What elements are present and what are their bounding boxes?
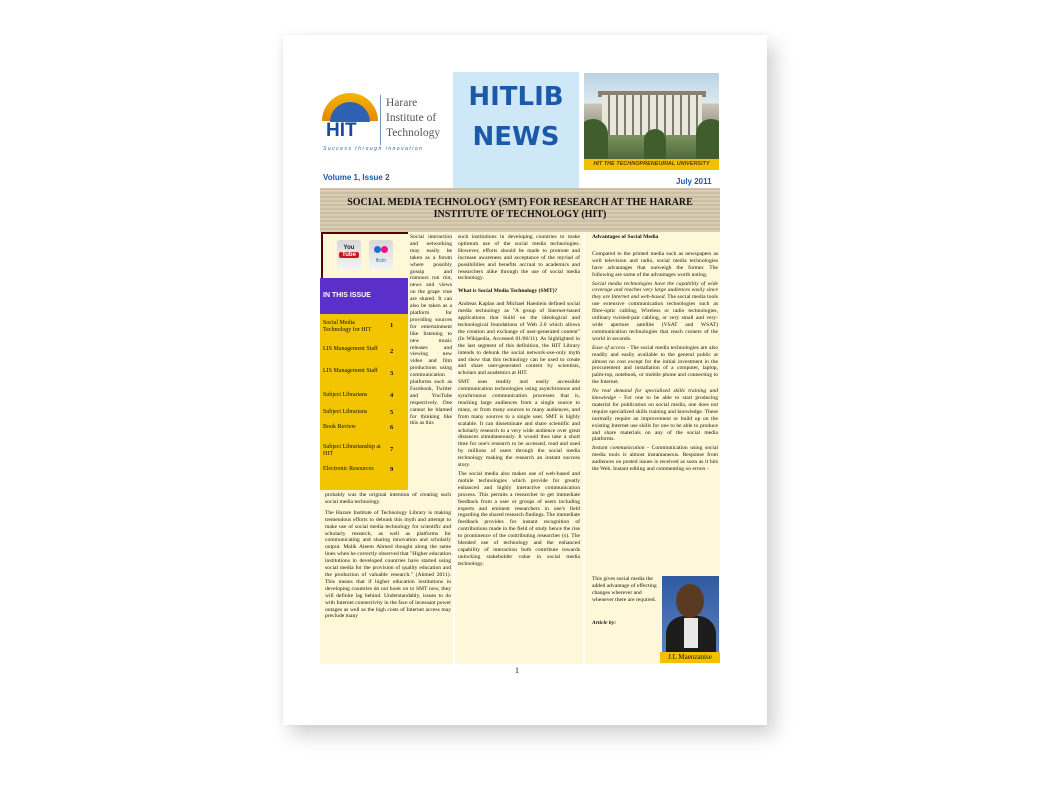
photo-tree-center xyxy=(644,129,666,159)
hit-logo xyxy=(320,90,450,155)
toc-page: 3 xyxy=(390,370,394,377)
headline-line-2: INSTITUTE OF TECHNOLOGY (HIT) xyxy=(433,209,607,220)
campus-photo xyxy=(584,73,719,159)
masthead xyxy=(453,72,579,190)
col3-p3-rest: - The social media technologies are also readily and easily available to the general public at almost no cost except for the initial investment in the procurement and installation of a computer, laptop, palm-top, notebook, or mobile phone and connecting to the Internet. xyxy=(592,344,718,386)
col1-narrow-text: Social interaction and networking may easily be taken as a forum where possibly gossip and rumours run riot, news and views on the grape vine are shared. It can also be taken as a platform for providing sources for entertainment like listening to new music releases and viewing new video and film productions using communication platforms such as Facebook, Twitter and YouTube respectively. One cannot be blamed for thinking like this as this xyxy=(410,234,452,427)
portrait-shirt xyxy=(684,618,698,648)
logo-divider xyxy=(380,95,381,145)
toc-label: LIS Management Staff xyxy=(323,368,378,374)
youtube-tube: Tube xyxy=(339,252,359,258)
col1-paragraph-2: The Harare Institute of Technology Library is making tremendous efforts to debunk this myth and attempt to make use of social media technology for scientific and scholarly research, as well as platforms for communicating and sharing innovation and scholarly output. Malik Aleem Ahmed thought along the same lines when he correctly observed that "Higher education institutions in developed countries have started using social media for the provision of quality education and the production of valuable research." (Ahmed 2011). This means that if higher education institutions in developing countries do not hook on to SMT now, they will definite lag behind. Understandably, issues to do with Internet connectivity in the face of incessant power outages as well as the high costs of Internet access may preclude many xyxy=(325,509,451,620)
col3-closing: This gives social media the added advantage of effecting changes wherever and whenever there are required. xyxy=(592,576,657,603)
col2-heading: What is Social Media Technology (SMT)? xyxy=(458,288,558,295)
logo-name-line-3: Technology xyxy=(386,127,441,139)
col3-paragraph-4 xyxy=(592,388,718,443)
col3-p5-rest: - Communication using social media tools is almost instantaneous. Response from audiences on posted issues is received as soon as it hits the Web. Instant editing and commenting on errors - xyxy=(592,445,718,473)
col3-p4-italic: No real demand for specialised skills training and knowledge xyxy=(592,388,718,402)
toc-label: Book Review xyxy=(323,424,356,430)
toc-page: 4 xyxy=(390,392,394,399)
youtube-icon xyxy=(337,240,361,270)
col3-paragraph-5 xyxy=(592,445,718,473)
col2-paragraph-4: The social media also makes use of web-based and mobile technologies which provide for greatly enhanced and highly interactive communication process. This permits a researcher to get immediate feedback from a user or groups of users including experts and eminent researchers in one's field regarding the shared research findings. The immediate feedback provides for instant recognition of contributions made in the field of study hence the rise to prominence of the contributing researcher (s). The blended use of technology and the enhanced capability of interaction both contribute towards unlocking stakeholder value in social media technology. xyxy=(458,471,580,567)
col3-paragraph-3 xyxy=(592,345,718,386)
page-number: 1 xyxy=(515,666,519,675)
col3-heading: Advantages of Social Media xyxy=(592,234,659,240)
headline-bar xyxy=(320,188,720,232)
logo-name xyxy=(386,96,440,141)
author-portrait xyxy=(662,576,719,652)
toc-page: 9 xyxy=(390,466,394,473)
photo-tree-right xyxy=(696,119,719,159)
youtube-you: You xyxy=(343,245,355,251)
col1-lower xyxy=(325,492,451,662)
toc-page: 2 xyxy=(390,348,394,355)
table-of-contents xyxy=(320,314,408,490)
article-by: Article by: xyxy=(592,620,617,626)
flickr-wordmark: flickr xyxy=(375,258,387,264)
photo-tree-left xyxy=(584,119,608,159)
social-icons-box xyxy=(321,232,411,280)
col2-paragraph-3: SMT uses readily and easily accessible communication technologies using asynchronous and synchronous communication processes that is, reaching large audiences from a single source to many, or from many sources to many audiences, and from many sources to a single user. SMT is highly scalable. It can disseminate and share scientific and scholarly research to a very wide audience over great distances simultaneously. It would thus take a short time for one's research to be accessed, read and used by millions of users through the social media technology making the research an instant success story. xyxy=(458,379,580,469)
logo-mark: HIT xyxy=(326,120,357,141)
toc-label: Subject Librarianship at HIT xyxy=(323,444,381,457)
toc-label: Electronic Resources xyxy=(323,466,374,472)
col3-p2-italic: Social media technologies have the capability of wide coverage and reaches very large audiences easily since they are Internet and web-based. xyxy=(592,280,718,301)
toc-label: Social Media Technology for HIT xyxy=(323,320,372,333)
col3-paragraph-2 xyxy=(592,281,718,343)
col1-continuation: probably was the original intention of creating such social media technology. xyxy=(325,492,451,505)
portrait-head xyxy=(676,584,704,618)
flickr-icon xyxy=(369,240,393,270)
toc-label: LIS Management Staff xyxy=(323,346,378,352)
logo-name-line-2: Institute of xyxy=(386,112,437,124)
in-this-issue-label: IN THIS ISSUE xyxy=(323,292,371,299)
toc-label: Subject Librarians xyxy=(323,392,368,398)
flickr-pink-dot xyxy=(381,246,388,253)
logo-tagline: Success through innovation xyxy=(323,146,424,152)
masthead-line-1: HITLIB xyxy=(468,82,564,112)
col2-paragraph-1: such institutions in developing countries to make optimum use of the social media technologies. However, efforts should be made to promote and increase awareness and acceptance of the myriad of possibilities and benefits accrual to academics and researchers alike through the use of social media technology. xyxy=(458,234,580,282)
masthead-line-2: NEWS xyxy=(472,122,560,152)
col3-p3-italic: Ease of access xyxy=(592,344,626,351)
col3-p4-rest: - For one to be able to start producing material for publication on social media, one does not require specialized skills training and knowledge. These normally require an improvement or build up on the existing Internet use skills for one to be able to produce and share materials on any of the social media platforms. xyxy=(592,395,718,443)
toc-page: 7 xyxy=(390,446,394,453)
photo-caption: HIT THE TECHNOPRENEURIAL UNIVERSITY xyxy=(584,159,719,170)
col3-p2-rest: The social media tools use extensive communication technologies such as fibre-optic cabling, Wireless or radio technologies, ordinary twisted-pair cabling, or very small and very-wide aperture satellite (VSAT and WSAT) communication technologies that reach corners of the world in seconds. xyxy=(592,294,718,342)
col2-text xyxy=(458,234,580,660)
toc-page: 1 xyxy=(390,322,394,329)
author-name: J.L Maenzanise xyxy=(660,652,720,663)
volume-issue: Volume 1, Issue 2 xyxy=(323,173,390,182)
toc-label: Subject Librarians xyxy=(323,409,368,415)
logo-name-line-1: Harare xyxy=(386,97,418,109)
col2-paragraph-2: Andreas Kaplan and Michael Haenlein defined social media technology as "A group of Internet-based applications that build on the ideological and technological foundations of Web 2.0 which allows the creation and exchange of user-generated content" (In Wikipedia, Accessed 01/06/11). As highlighted in the last segment of this definition, the HIT Library intends to debunk the social network-use-only myth and show that this technology can be used to create and share user-generated content by scientists, scholars and academics at HIT. xyxy=(458,301,580,377)
in-this-issue-header xyxy=(320,278,408,314)
toc-page: 6 xyxy=(390,424,394,431)
issue-date: July 2011 xyxy=(676,177,712,186)
col3-paragraph-1: Compared to the printed media such as newspapers as well television and radio, social media technologies have advantages that outweigh the former. The following are some of the advantages worth noting. xyxy=(592,250,718,278)
toc-page: 5 xyxy=(390,409,394,416)
headline xyxy=(320,197,720,221)
flickr-blue-dot xyxy=(374,246,381,253)
col3-text xyxy=(592,234,718,574)
headline-line-1: SOCIAL MEDIA TECHNOLOGY (SMT) FOR RESEARCH AT THE HARARE xyxy=(347,197,693,208)
col3-p5-italic: Instant communication xyxy=(592,445,645,452)
